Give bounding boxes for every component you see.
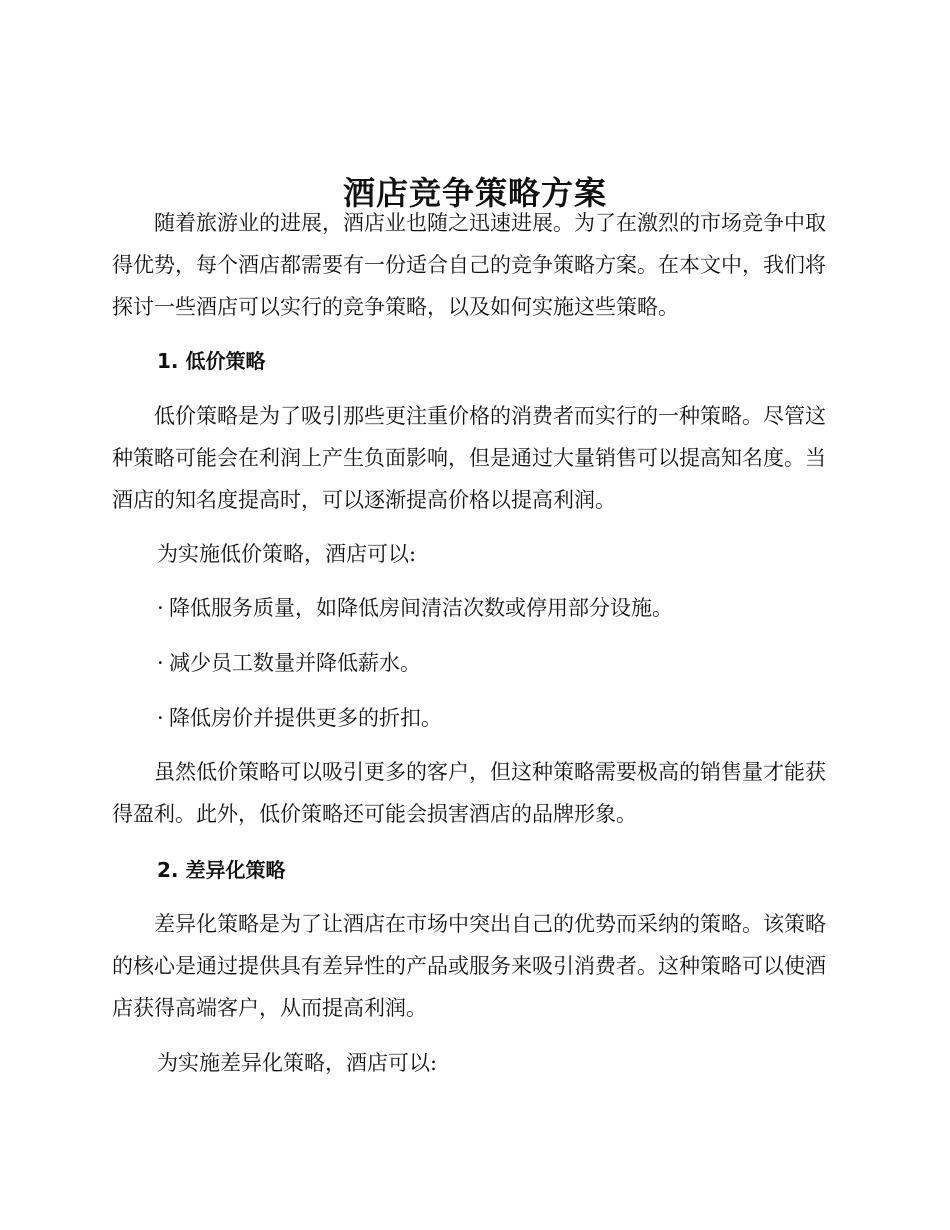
list-item: [157, 648, 421, 678]
list-item: [157, 703, 442, 733]
low-price-paragraph: 低价策略是为了吸引那些更注重价格的消费者而实行的一种策略。尽管这种策略可能会在利润上产生负面影响，但是通过大量销售可以提高知名度。当酒店的知名度提高时，可以逐渐提高价格以提高利润。: [112, 404, 826, 512]
low-price-conclusion: 虽然低价策略可以吸引更多的客户，但这种策略需要极高的销售量才能获得盈利。此外，低价策略还可能会损害酒店的品牌形象。: [112, 760, 826, 826]
list-item-text: 减少员工数量并降低薪水。: [169, 651, 421, 675]
differentiation-implement-intro: 为实施差异化策略，酒店可以:: [157, 1051, 438, 1075]
low-price-implement-intro: 为实施低价策略，酒店可以:: [157, 542, 417, 566]
differentiation-paragraph: 差异化策略是为了让酒店在市场中突出自己的优势而采纳的策略。该策略的核心是通过提供具有差异性的产品或服务来吸引消费者。这种策略可以使酒店获得高端客户，从而提高利润。: [112, 912, 826, 1020]
list-item-text: 降低房价并提供更多的折扣。: [169, 706, 442, 730]
section-heading-differentiation: 2. 差异化策略: [157, 858, 286, 882]
bullet-icon: ·: [157, 651, 164, 675]
bullet-icon: ·: [157, 596, 164, 620]
list-item-text: 降低服务质量，如降低房间清洁次数或停用部分设施。: [169, 596, 673, 620]
intro-paragraph: 随着旅游业的进展，酒店业也随之迅速进展。为了在激烈的市场竞争中取得优势，每个酒店都需要有一份适合自己的竞争策略方案。在本文中，我们将探讨一些酒店可以实行的竞争策略，以及如何实施这些策略。: [112, 211, 826, 319]
document-title: 酒店竞争策略方案: [342, 174, 607, 213]
section-heading-low-price: 1. 低价策略: [157, 349, 266, 373]
list-item: [157, 593, 673, 623]
bullet-icon: ·: [157, 706, 164, 730]
